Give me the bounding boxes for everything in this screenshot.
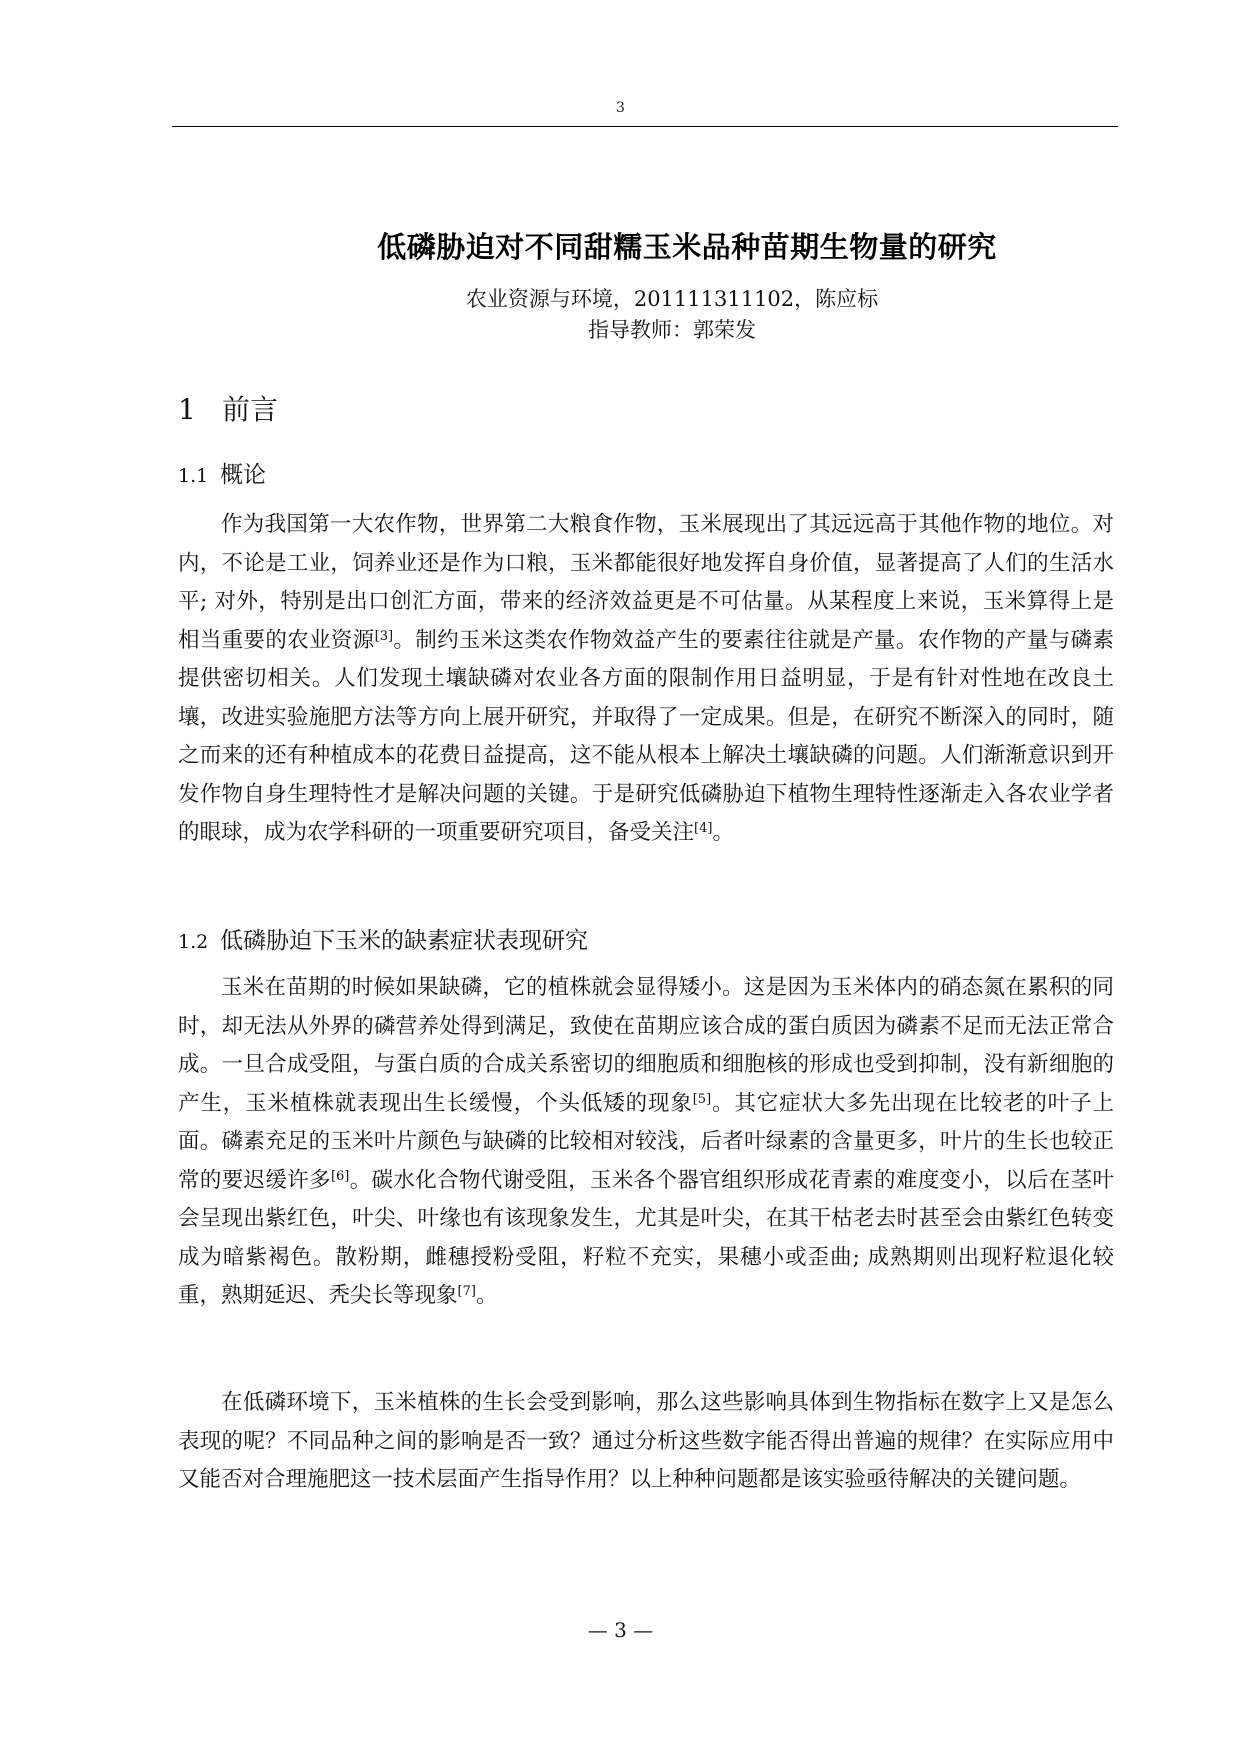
subsection-title: 低磷胁迫下玉米的缺素症状表现研究 [220, 928, 588, 954]
header-rule [172, 126, 1118, 127]
section-heading-1 [178, 388, 278, 428]
paper-title: 低磷胁迫对不同甜糯玉米品种苗期生物量的研究 [377, 230, 997, 264]
header-page-number: 3 [616, 100, 625, 116]
paragraph-text: 。其它症状大多先出现在比较老的叶子上面。磷素充足的玉米叶片颜色与缺磷的比较相对较浅，后者叶绿素的含量更多，叶片的生长也较正常的要迟缓许多 [178, 1090, 1114, 1193]
subsection-heading-1-2 [178, 922, 588, 955]
paragraph-overview [178, 506, 1114, 853]
subsection-number: 1.1 [178, 465, 209, 487]
paragraph-text: 玉米在苗期的时候如果缺磷，它的植株就会显得矮小。这是因为玉米体内的硝态氮在累积的同时，却无法从外界的磷营养处得到满足，致使在苗期应该合成的蛋白质因为磷素不足而无法正常合成。一旦合成受阻，与蛋白质的合成关系密切的细胞质和细胞核的形成也受到抑制，没有新细胞的产生，玉米植株就表现出生长缓慢，个头低矮的现象 [178, 975, 1114, 1116]
paragraph-text: 。制约玉米这类农作物效益产生的要素往往就是产量。农作物的产量与磷素提供密切相关。人们发现土壤缺磷对农业各方面的限制作用日益明显，于是有针对性地在改良土壤，改进实验施肥方法等方向上展开研究，并取得了一定成果。但是，在研究不断深入的同时，随之而来的还有种植成本的花费日益提高，这不能从根本上解决土壤缺磷的问题。人们渐渐意识到开发作物自身生理特性才是解决问题的关键。于是研究低磷胁迫下植物生理特性逐渐走入各农业学者的眼球，成为农学科研的一项重要研究项目，备受关注 [178, 627, 1114, 845]
footer-page-number: — 3 — [587, 1618, 654, 1642]
citation-ref: [5] [692, 1091, 712, 1107]
subsection-heading-1-1 [178, 456, 266, 489]
author-line: 农业资源与环境，201111311102，陈应标 [465, 287, 879, 311]
paragraph-text: 。碳水化合物代谢受阻，玉米各个器官组织形成花青素的难度变小，以后在茎叶会呈现出紫红色，叶尖、叶缘也有该现象发生，尤其是叶尖，在其干枯老去时甚至会由紫红色转变成为暗紫褐色。散粉期，雌穗授粉受阻，籽粒不充实，果穗小或歪曲; 成熟期则出现籽粒退化较重，熟期延迟、秃尖长等现象 [178, 1167, 1114, 1308]
citation-ref: [6] [330, 1168, 350, 1184]
section-number: 1 [178, 393, 196, 426]
subsection-number: 1.2 [178, 931, 209, 953]
citation-ref: [7] [457, 1284, 476, 1299]
paragraph-text: 。 [475, 1283, 498, 1308]
paragraph-text: 。 [712, 820, 734, 845]
citation-ref: [4] [694, 821, 713, 836]
advisor-line: 指导教师：郭荣发 [588, 318, 756, 342]
section-title: 前言 [222, 393, 279, 426]
paragraph-questions: 在低磷环境下，玉米植株的生长会受到影响，那么这些影响具体到生物指标在数字上又是怎么表现的呢？不同品种之间的影响是否一致？通过分析这些数字能否得出普遍的规律？在实际应用中又能否对合理施肥这一技术层面产生指导作用？以上种种问题都是该实验亟待解决的关键问题。 [178, 1390, 1114, 1492]
citation-ref: [3] [374, 628, 394, 644]
paragraph-text: 作为我国第一大农作物，世界第二大粮食作物，玉米展现出了其远远高于其他作物的地位。对内，不论是工业，饲养业还是作为口粮，玉米都能很好地发挥自身价值，显著提高了人们的生活水平; 对外，特别是出口创汇方面，带来的经济效益更是不可估量。从某程度上来说，玉米算得上是相当重要的农业资源 [178, 512, 1114, 653]
paragraph-symptoms [178, 969, 1114, 1316]
subsection-title: 概论 [220, 462, 266, 488]
